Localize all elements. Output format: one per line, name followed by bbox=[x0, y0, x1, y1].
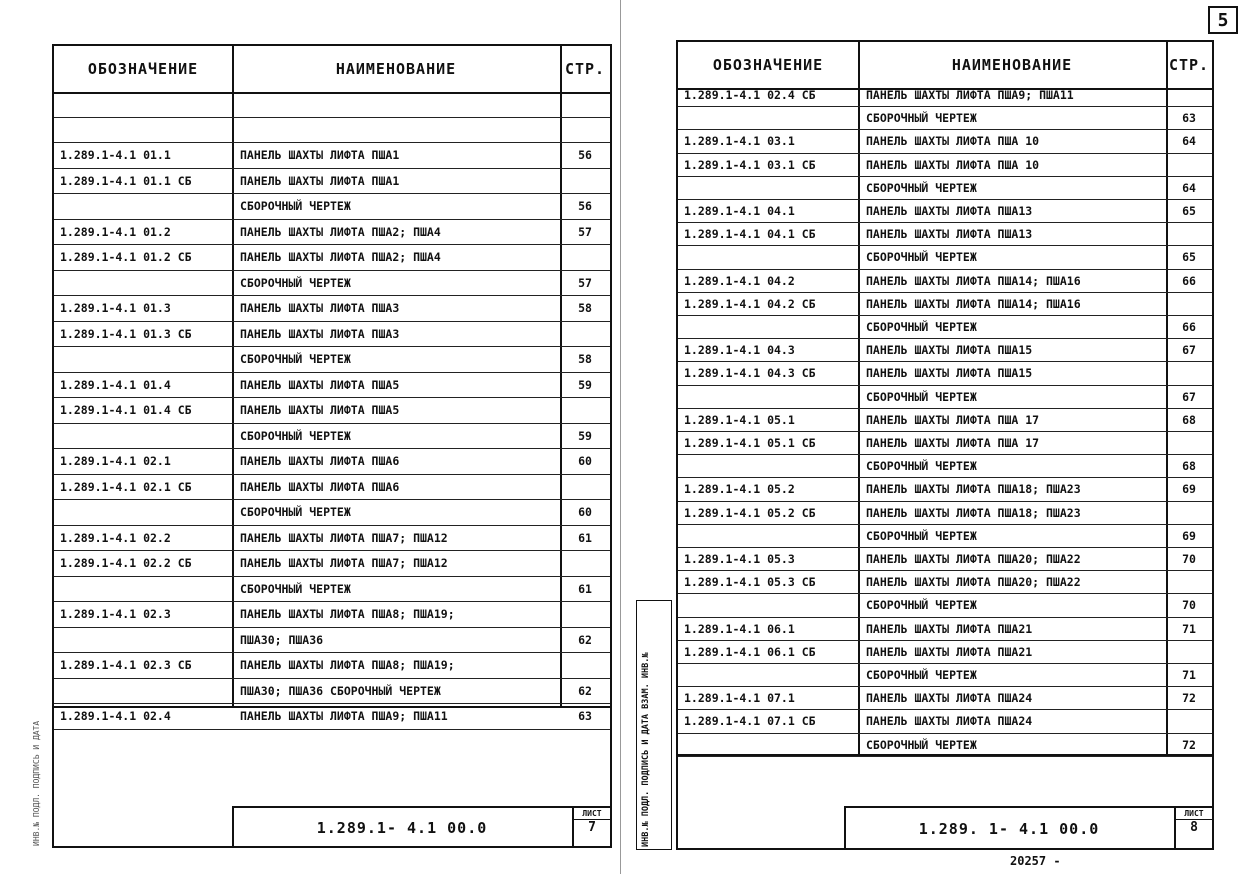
row-name: ПША30; ПША36 СБОРОЧНЫЙ ЧЕРТЕЖ bbox=[240, 683, 441, 698]
center-fold-line bbox=[620, 0, 621, 874]
row-page: 59 bbox=[578, 377, 592, 392]
header-name: НАИМЕНОВАНИЕ bbox=[951, 56, 1073, 74]
stamp-sheet-label: ЛИСТ bbox=[1176, 808, 1212, 820]
table-bottom-rule bbox=[678, 754, 1212, 756]
row-page: 56 bbox=[578, 199, 592, 213]
row-page: 68 bbox=[1182, 459, 1196, 474]
sheet-right bbox=[676, 40, 1214, 850]
row-designation: 1.289.1-4.1 03.1 СБ bbox=[684, 157, 816, 172]
table-row bbox=[678, 154, 1212, 177]
row-name: ПАНЕЛЬ ШАХТЫ ЛИФТА ПША15 bbox=[866, 343, 1033, 358]
table-row bbox=[54, 653, 610, 679]
row-designation: 1.289.1-4.1 01.2 bbox=[60, 224, 171, 239]
table-row bbox=[678, 293, 1212, 316]
table-bottom-rule bbox=[54, 706, 610, 708]
row-designation: 1.289.1-4.1 04.1 bbox=[684, 204, 795, 218]
row-page: 60 bbox=[578, 454, 592, 468]
row-name: ПАНЕЛЬ ШАХТЫ ЛИФТА ПША14; ПША16 bbox=[866, 296, 1081, 311]
table-row bbox=[54, 296, 610, 322]
row-name: ПАНЕЛЬ ШАХТЫ ЛИФТА ПША6 bbox=[240, 454, 400, 468]
row-designation: 1.289.1-4.1 01.3 bbox=[60, 301, 171, 315]
table-row bbox=[678, 525, 1212, 548]
row-designation: 1.289.1-4.1 01.1 bbox=[60, 148, 171, 162]
row-name: СБОРОЧНЫЙ ЧЕРТЕЖ bbox=[866, 180, 977, 195]
row-name: СБОРОЧНЫЙ ЧЕРТЕЖ bbox=[866, 459, 977, 474]
row-name: СБОРОЧНЫЙ ЧЕРТЕЖ bbox=[866, 528, 977, 543]
table-row bbox=[54, 679, 610, 705]
row-page: 63 bbox=[578, 709, 592, 723]
table-row bbox=[678, 246, 1212, 269]
row-designation: 1.289.1-4.1 02.3 bbox=[60, 607, 171, 621]
row-page: 57 bbox=[578, 275, 592, 290]
row-page: 63 bbox=[1182, 111, 1196, 126]
row-name: ПАНЕЛЬ ШАХТЫ ЛИФТА ПША13 bbox=[866, 227, 1033, 242]
row-page: 69 bbox=[1182, 482, 1196, 497]
row-name: ПАНЕЛЬ ШАХТЫ ЛИФТА ПША 10 bbox=[866, 157, 1040, 172]
row-name: СБОРОЧНЫЙ ЧЕРТЕЖ bbox=[866, 250, 977, 265]
stamp-document-code: 1.289.1- 4.1 00.0 bbox=[316, 819, 488, 837]
table-row bbox=[678, 130, 1212, 153]
row-name: ПАНЕЛЬ ШАХТЫ ЛИФТА ПША2; ПША4 bbox=[240, 250, 441, 264]
table-row bbox=[678, 687, 1212, 710]
row-page: 67 bbox=[1182, 389, 1196, 404]
header-designation: ОБОЗНАЧЕНИЕ bbox=[87, 60, 199, 78]
stamp-sheet-box bbox=[572, 808, 610, 848]
table-row bbox=[54, 92, 610, 118]
row-designation: 1.289.1-4.1 05.3 СБ bbox=[684, 575, 816, 590]
row-name: ПАНЕЛЬ ШАХТЫ ЛИФТА ПША8; ПША19; bbox=[240, 658, 455, 672]
row-designation: 1.289.1-4.1 01.1 СБ bbox=[60, 173, 192, 188]
table-row bbox=[54, 271, 610, 297]
table-row bbox=[678, 177, 1212, 200]
row-name: ПАНЕЛЬ ШАХТЫ ЛИФТА ПША8; ПША19; bbox=[240, 607, 455, 621]
table-row bbox=[678, 316, 1212, 339]
stamp-sheet-number: 7 bbox=[588, 820, 596, 835]
sheet-left bbox=[52, 44, 612, 848]
table-row bbox=[678, 107, 1212, 130]
row-name: ПАНЕЛЬ ШАХТЫ ЛИФТА ПША 17 bbox=[866, 412, 1040, 427]
table-row bbox=[678, 710, 1212, 733]
row-name: СБОРОЧНЫЙ ЧЕРТЕЖ bbox=[240, 275, 351, 290]
row-page: 58 bbox=[578, 301, 592, 315]
table-header bbox=[678, 42, 1212, 90]
side-label-strip bbox=[636, 600, 672, 850]
row-page: 70 bbox=[1182, 598, 1196, 613]
table-row bbox=[678, 200, 1212, 223]
row-designation: 1.289.1-4.1 02.1 СБ bbox=[60, 479, 192, 494]
row-name: ПАНЕЛЬ ШАХТЫ ЛИФТА ПША21 bbox=[866, 644, 1033, 659]
side-label-text: ИНВ.№ ПОДЛ. ПОДПИСЬ И ДАТА ВЗАМ. ИНВ.№ bbox=[641, 652, 651, 847]
row-designation: 1.289.1-4.1 02.4 СБ bbox=[684, 88, 816, 102]
table-row bbox=[54, 628, 610, 654]
stamp-sheet-number: 8 bbox=[1190, 820, 1198, 835]
table-row bbox=[54, 551, 610, 577]
row-name: ПАНЕЛЬ ШАХТЫ ЛИФТА ПША18; ПША23 bbox=[866, 505, 1081, 520]
bottom-stamp: 20257 - bbox=[1010, 854, 1061, 868]
row-page: 71 bbox=[1182, 621, 1196, 636]
row-designation: 1.289.1-4.1 04.3 СБ bbox=[684, 366, 816, 381]
row-name: СБОРОЧНЫЙ ЧЕРТЕЖ bbox=[240, 199, 351, 213]
stamp-document-code: 1.289. 1- 4.1 00.0 bbox=[918, 820, 1100, 838]
row-name: СБОРОЧНЫЙ ЧЕРТЕЖ bbox=[866, 111, 977, 126]
row-name: ПАНЕЛЬ ШАХТЫ ЛИФТА ПША18; ПША23 bbox=[866, 482, 1081, 497]
row-page: 71 bbox=[1182, 668, 1196, 682]
row-designation: 1.289.1-4.1 06.1 СБ bbox=[684, 644, 816, 659]
row-designation: 1.289.1-4.1 01.3 СБ bbox=[60, 326, 192, 341]
row-name: ПАНЕЛЬ ШАХТЫ ЛИФТА ПША 17 bbox=[866, 436, 1040, 450]
table-row bbox=[678, 664, 1212, 687]
table-row bbox=[54, 577, 610, 603]
row-designation: 1.289.1-4.1 04.1 СБ bbox=[684, 227, 816, 242]
row-page: 61 bbox=[578, 530, 592, 545]
title-stamp bbox=[232, 806, 610, 846]
row-page: 57 bbox=[578, 224, 592, 239]
table-row bbox=[678, 270, 1212, 293]
title-stamp bbox=[844, 806, 1212, 848]
table-row bbox=[678, 339, 1212, 362]
row-designation: 1.289.1-4.1 01.4 СБ bbox=[60, 403, 192, 417]
table-row bbox=[54, 143, 610, 169]
table-row bbox=[678, 478, 1212, 501]
row-page: 67 bbox=[1182, 343, 1196, 358]
row-designation: 1.289.1-4.1 05.1 bbox=[684, 412, 795, 427]
table-row bbox=[678, 502, 1212, 525]
row-name: ПАНЕЛЬ ШАХТЫ ЛИФТА ПША7; ПША12 bbox=[240, 530, 448, 545]
row-page: 61 bbox=[578, 581, 592, 596]
table-row bbox=[54, 602, 610, 628]
row-name: СБОРОЧНЫЙ ЧЕРТЕЖ bbox=[866, 668, 977, 682]
row-designation: 1.289.1-4.1 05.2 bbox=[684, 482, 795, 497]
row-designation: 1.289.1-4.1 05.3 bbox=[684, 552, 795, 566]
table-row bbox=[54, 704, 610, 730]
row-name: ПАНЕЛЬ ШАХТЫ ЛИФТА ПША20; ПША22 bbox=[866, 552, 1081, 566]
table-row bbox=[54, 424, 610, 450]
row-page: 59 bbox=[578, 428, 592, 443]
table-row bbox=[678, 409, 1212, 432]
table-row bbox=[678, 641, 1212, 664]
row-page: 64 bbox=[1182, 134, 1196, 149]
row-page: 65 bbox=[1182, 250, 1196, 265]
row-designation: 1.289.1-4.1 02.2 bbox=[60, 530, 171, 545]
row-name: ПАНЕЛЬ ШАХТЫ ЛИФТА ПША21 bbox=[866, 621, 1033, 636]
table-row bbox=[678, 455, 1212, 478]
row-page: 69 bbox=[1182, 528, 1196, 543]
row-name: ПАНЕЛЬ ШАХТЫ ЛИФТА ПША15 bbox=[866, 366, 1033, 381]
table-row bbox=[54, 526, 610, 552]
row-name: ПАНЕЛЬ ШАХТЫ ЛИФТА ПША9; ПША11 bbox=[866, 88, 1074, 102]
table-row bbox=[678, 432, 1212, 455]
table-row bbox=[54, 373, 610, 399]
row-name: ПАНЕЛЬ ШАХТЫ ЛИФТА ПША13 bbox=[866, 204, 1033, 218]
table-row bbox=[54, 220, 610, 246]
table-row bbox=[54, 169, 610, 195]
table-row bbox=[678, 84, 1212, 107]
table-row bbox=[54, 398, 610, 424]
row-designation: 1.289.1-4.1 02.2 СБ bbox=[60, 556, 192, 570]
row-name: СБОРОЧНЫЙ ЧЕРТЕЖ bbox=[866, 598, 977, 613]
row-name: ПАНЕЛЬ ШАХТЫ ЛИФТА ПША3 bbox=[240, 301, 400, 315]
row-name: СБОРОЧНЫЙ ЧЕРТЕЖ bbox=[240, 428, 351, 443]
row-name: СБОРОЧНЫЙ ЧЕРТЕЖ bbox=[240, 505, 351, 519]
row-page: 60 bbox=[578, 505, 592, 519]
header-name: НАИМЕНОВАНИЕ bbox=[335, 60, 457, 78]
row-designation: 1.289.1-4.1 04.2 bbox=[684, 273, 795, 288]
page-number-corner: 5 bbox=[1208, 6, 1238, 34]
table-row bbox=[678, 362, 1212, 385]
row-name: ПАНЕЛЬ ШАХТЫ ЛИФТА ПША2; ПША4 bbox=[240, 224, 441, 239]
left-margin-label: ИНВ.№ ПОДЛ. ПОДПИСЬ И ДАТА bbox=[32, 720, 41, 846]
row-name: ПАНЕЛЬ ШАХТЫ ЛИФТА ПША1 bbox=[240, 173, 400, 188]
row-designation: 1.289.1-4.1 03.1 bbox=[684, 134, 795, 149]
row-designation: 1.289.1-4.1 02.3 СБ bbox=[60, 658, 192, 672]
left-margin-strip bbox=[30, 600, 46, 850]
row-name: СБОРОЧНЫЙ ЧЕРТЕЖ bbox=[866, 737, 977, 752]
row-page: 62 bbox=[578, 632, 592, 647]
row-name: ПАНЕЛЬ ШАХТЫ ЛИФТА ПША5 bbox=[240, 377, 400, 392]
table-header bbox=[54, 46, 610, 94]
table-row bbox=[54, 500, 610, 526]
row-page: 65 bbox=[1182, 204, 1196, 218]
header-page: СТР. bbox=[564, 60, 606, 78]
header-designation: ОБОЗНАЧЕНИЕ bbox=[712, 56, 824, 74]
row-name: ПАНЕЛЬ ШАХТЫ ЛИФТА ПША6 bbox=[240, 479, 400, 494]
row-name: ПАНЕЛЬ ШАХТЫ ЛИФТА ПША1 bbox=[240, 148, 400, 162]
row-designation: 1.289.1-4.1 02.1 bbox=[60, 454, 171, 468]
row-page: 66 bbox=[1182, 320, 1196, 334]
row-page: 62 bbox=[578, 683, 592, 698]
table-row bbox=[54, 118, 610, 144]
row-page: 68 bbox=[1182, 412, 1196, 427]
table-row bbox=[54, 322, 610, 348]
row-designation: 1.289.1-4.1 04.2 СБ bbox=[684, 296, 816, 311]
row-name: СБОРОЧНЫЙ ЧЕРТЕЖ bbox=[240, 581, 351, 596]
row-page: 66 bbox=[1182, 273, 1196, 288]
table-row bbox=[678, 223, 1212, 246]
row-designation: 1.289.1-4.1 07.1 bbox=[684, 691, 795, 706]
table-row bbox=[678, 571, 1212, 594]
table-row bbox=[678, 618, 1212, 641]
row-name: ПАНЕЛЬ ШАХТЫ ЛИФТА ПША 10 bbox=[866, 134, 1040, 149]
table-row bbox=[678, 594, 1212, 617]
row-page: 56 bbox=[578, 148, 592, 162]
row-name: СБОРОЧНЫЙ ЧЕРТЕЖ bbox=[240, 352, 351, 366]
table-row bbox=[678, 548, 1212, 571]
row-name: СБОРОЧНЫЙ ЧЕРТЕЖ bbox=[866, 320, 977, 334]
row-name: СБОРОЧНЫЙ ЧЕРТЕЖ bbox=[866, 389, 977, 404]
row-designation: 1.289.1-4.1 01.2 СБ bbox=[60, 250, 192, 264]
table-row bbox=[54, 475, 610, 501]
table-row bbox=[54, 347, 610, 373]
row-page: 58 bbox=[578, 352, 592, 366]
table-row bbox=[54, 245, 610, 271]
row-designation: 1.289.1-4.1 01.4 bbox=[60, 377, 171, 392]
header-page: СТР. bbox=[1168, 56, 1210, 74]
row-name: ПАНЕЛЬ ШАХТЫ ЛИФТА ПША5 bbox=[240, 403, 400, 417]
row-designation: 1.289.1-4.1 05.1 СБ bbox=[684, 436, 816, 450]
table-row bbox=[54, 449, 610, 475]
row-page: 72 bbox=[1182, 691, 1196, 706]
row-page: 70 bbox=[1182, 552, 1196, 566]
row-page: 64 bbox=[1182, 180, 1196, 195]
row-name: ПАНЕЛЬ ШАХТЫ ЛИФТА ПША9; ПША11 bbox=[240, 709, 448, 723]
row-designation: 1.289.1-4.1 06.1 bbox=[684, 621, 795, 636]
row-name: ПАНЕЛЬ ШАХТЫ ЛИФТА ПША7; ПША12 bbox=[240, 556, 448, 570]
row-name: ПША30; ПША36 bbox=[240, 632, 324, 647]
row-name: ПАНЕЛЬ ШАХТЫ ЛИФТА ПША14; ПША16 bbox=[866, 273, 1081, 288]
row-designation: 1.289.1-4.1 07.1 СБ bbox=[684, 714, 816, 729]
row-name: ПАНЕЛЬ ШАХТЫ ЛИФТА ПША20; ПША22 bbox=[866, 575, 1081, 590]
stamp-sheet-box bbox=[1174, 808, 1212, 850]
row-designation: 1.289.1-4.1 04.3 bbox=[684, 343, 795, 358]
row-designation: 1.289.1-4.1 05.2 СБ bbox=[684, 505, 816, 520]
stamp-sheet-label: ЛИСТ bbox=[574, 808, 610, 820]
table-row bbox=[678, 386, 1212, 409]
row-designation: 1.289.1-4.1 02.4 bbox=[60, 709, 171, 723]
table-row bbox=[54, 194, 610, 220]
row-name: ПАНЕЛЬ ШАХТЫ ЛИФТА ПША24 bbox=[866, 714, 1033, 729]
row-page: 72 bbox=[1182, 737, 1196, 752]
row-name: ПАНЕЛЬ ШАХТЫ ЛИФТА ПША3 bbox=[240, 326, 400, 341]
row-name: ПАНЕЛЬ ШАХТЫ ЛИФТА ПША24 bbox=[866, 691, 1033, 706]
